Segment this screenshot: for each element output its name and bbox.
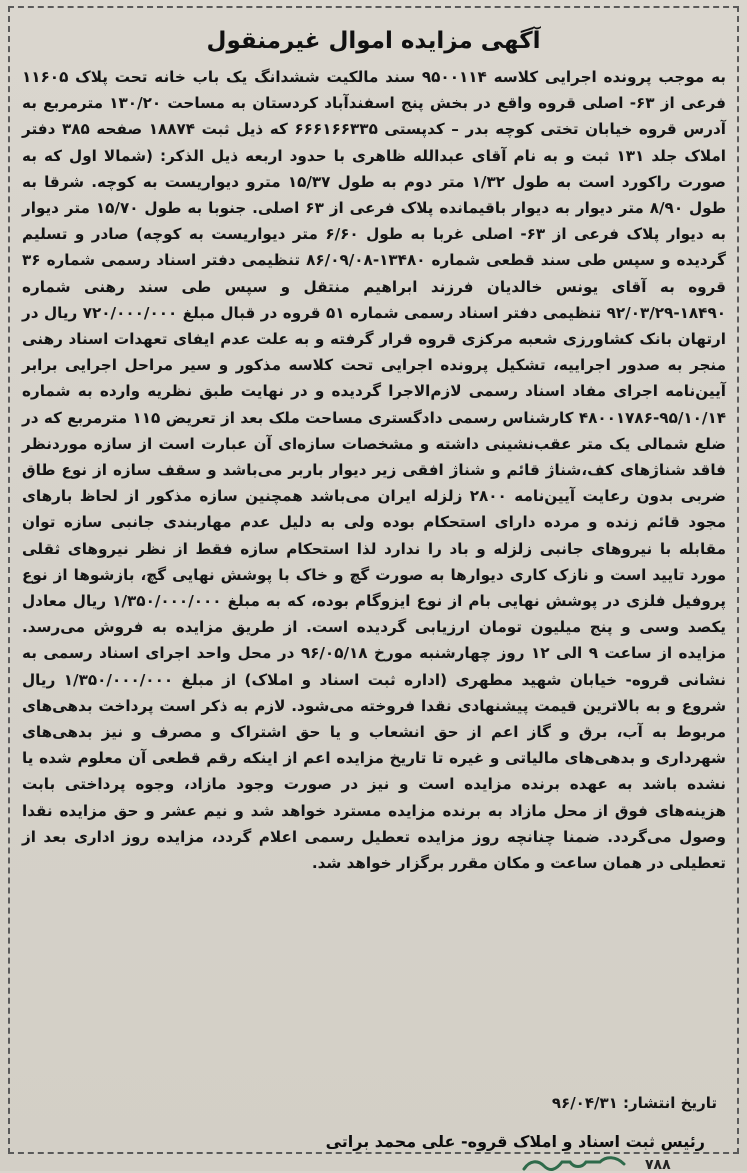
notice-body-paragraph: به موجب پرونده اجرایی کلاسه ۹۵۰۰۱۱۴ سند مالکیت ششدانگ یک باب خانه تحت پلاک ۱۱۶۰۵ فرعی از ۶۳- اصلی قروه واقع در بخش پنج اسفندآباد کردستان به مساحت ۱۳۰/۲۰ مترمربع به آدرس قروه خیابان تختی کوچه بدر – کدپستی ۶۶۶۱۶۶۳۳۵ که ذیل ثبت ۱۸۸۷۴ صفحه ۳۸۵ دفتر املاک جلد ۱۳۱ ثبت و به نام آقای عبدالله ظاهری با حدود اربعه ذیل الذکر: (شمالا اول که به صورت راکورد است به طول ۱/۳۲ متر دوم به طول ۱۵/۳۷ مترو دیواریست به کوچه. شرقا به طول ۸/۹۰ متر دیوار به دیوار باقیمانده پلاک فرعی از ۶۳ اصلی. جنوبا به طول ۱۵/۷۰ متر دیوار به دیوار پلاک فرعی از ۶۳- اصلی غربا به طول ۶/۶۰ متر دیواریست به کوچه) صادر و تسلیم گردیده و سپس طی سند قطعی شماره ۱۳۴۸۰-۸۶/۰۹/۰۸ تنظیمی دفتر اسناد رسمی شماره ۳۶ قروه به آقای یونس خالدیان فرزند ابراهیم منتقل و سپس طی سند رهنی شماره ۱۸۴۹۰-۹۲/۰۳/۲۹ تنظیمی دفتر اسناد رسمی شماره ۵۱ قروه در قبال مبلغ ۷۲۰/۰۰۰/۰۰۰ ریال در ارتهان بانک کشاورزی شعبه مرکزی قروه قرار گرفته و به علت عدم ایفای تعهدات اسناد رهنی منجر به صدور اجراییه، تشکیل پرونده اجرایی تحت کلاسه مذکور و سیر مراحل اجرایی برابر آیین‌نامه اجرای مفاد اسناد رسمی لازم‌الاجرا گردیده و در نهایت طبق نظریه وارده به شماره ۹۵/۱۰/۱۴-۴۸۰۰۱۷۸۶ کارشناس رسمی دادگستری مساحت ملک بعد از تعریض ۱۱۵ مترمربع که در ضلع شمالی یک متر عقب‌نشینی داشته و مشخصات سازه‌ای آن عبارت است از سازه موردنظر فاقد شناژهای کف،شناژ قائم و شناژ افقی زیر دیوار باربر می‌باشد و سقف سازه از نوع طاق ضربی بدون رعایت آیین‌نامه ۲۸۰۰ زلزله ایران می‌باشد همچنین سازه مذکور از لحاظ بارهای مجود قائم زنده و مرده دارای استحکام بوده ولی به دلیل عدم مهاربندی جانبی سازه توان مقابله با نیروهای جانبی زلزله و باد را ندارد لذا استحکام سازه فقط از نظر نیروهای ثقلی مورد تایید است و نازک کاری دیوارها به صورت گچ و خاک با پوشش نهایی گچ، بازشوها از نوع پروفیل فلزی در پوشش نهایی بام از نوع ایزوگام بوده، که به مبلغ ۱/۳۵۰/۰۰۰/۰۰۰ ریال معادل یکصد وسی و پنج میلیون تومان ارزیابی گردیده است. از طریق مزایده به فروش می‌رسد. مزایده از ساعت ۹ الی ۱۲ روز چهارشنبه مورخ ۹۶/۰۵/۱۸ در محل واحد اجرای اسناد رسمی به نشانی قروه- خیابان شهید مطهری (اداره ثبت اسناد و املاک) از مبلغ ۱/۳۵۰/۰۰۰/۰۰۰ ریال شروع و به بالاترین قیمت پیشنهادی نقدا فروخته می‌شود. لازم به ذکر است پرداخت بدهی‌های مربوط به آب، برق و گاز اعم از حق انشعاب و یا حق اشتراک و مصرف و نیز بدهی‌های شهرداری و بدهی‌های مالیاتی و غیره تا تاریخ مزایده اعم از اینکه رقم قطعی آن معلوم شده یا نشده باشد به عهده برنده مزایده است و نیز در صورت وجود مازاد، وجوه پرداختی بابت هزینه‌های فوق از محل مازاد به برنده مزایده مسترد خواهد شد و نیم عشر و حق مزایده نقدا وصول می‌گردد. ضمنا چنانچه روز مزایده تعطیل رسمی اعلام گردد، مزایده روز اداری بعد از تعطیلی در همان ساعت و مکان مقرر برگزار خواهد شد.	[22, 68, 727, 873]
signature-line: رئیس ثبت اسناد و املاک قروه- علی محمد براتی	[325, 1132, 705, 1151]
publication-date: تاریخ انتشار: ۹۶/۰۴/۳۱	[551, 1094, 717, 1112]
notice-body	[22, 64, 726, 876]
notice-title: آگهی مزایده اموال غیرمنقول	[206, 28, 541, 54]
newspaper-logo-fragment-icon	[520, 1154, 630, 1171]
page-number: ۷۸۸	[645, 1157, 671, 1173]
